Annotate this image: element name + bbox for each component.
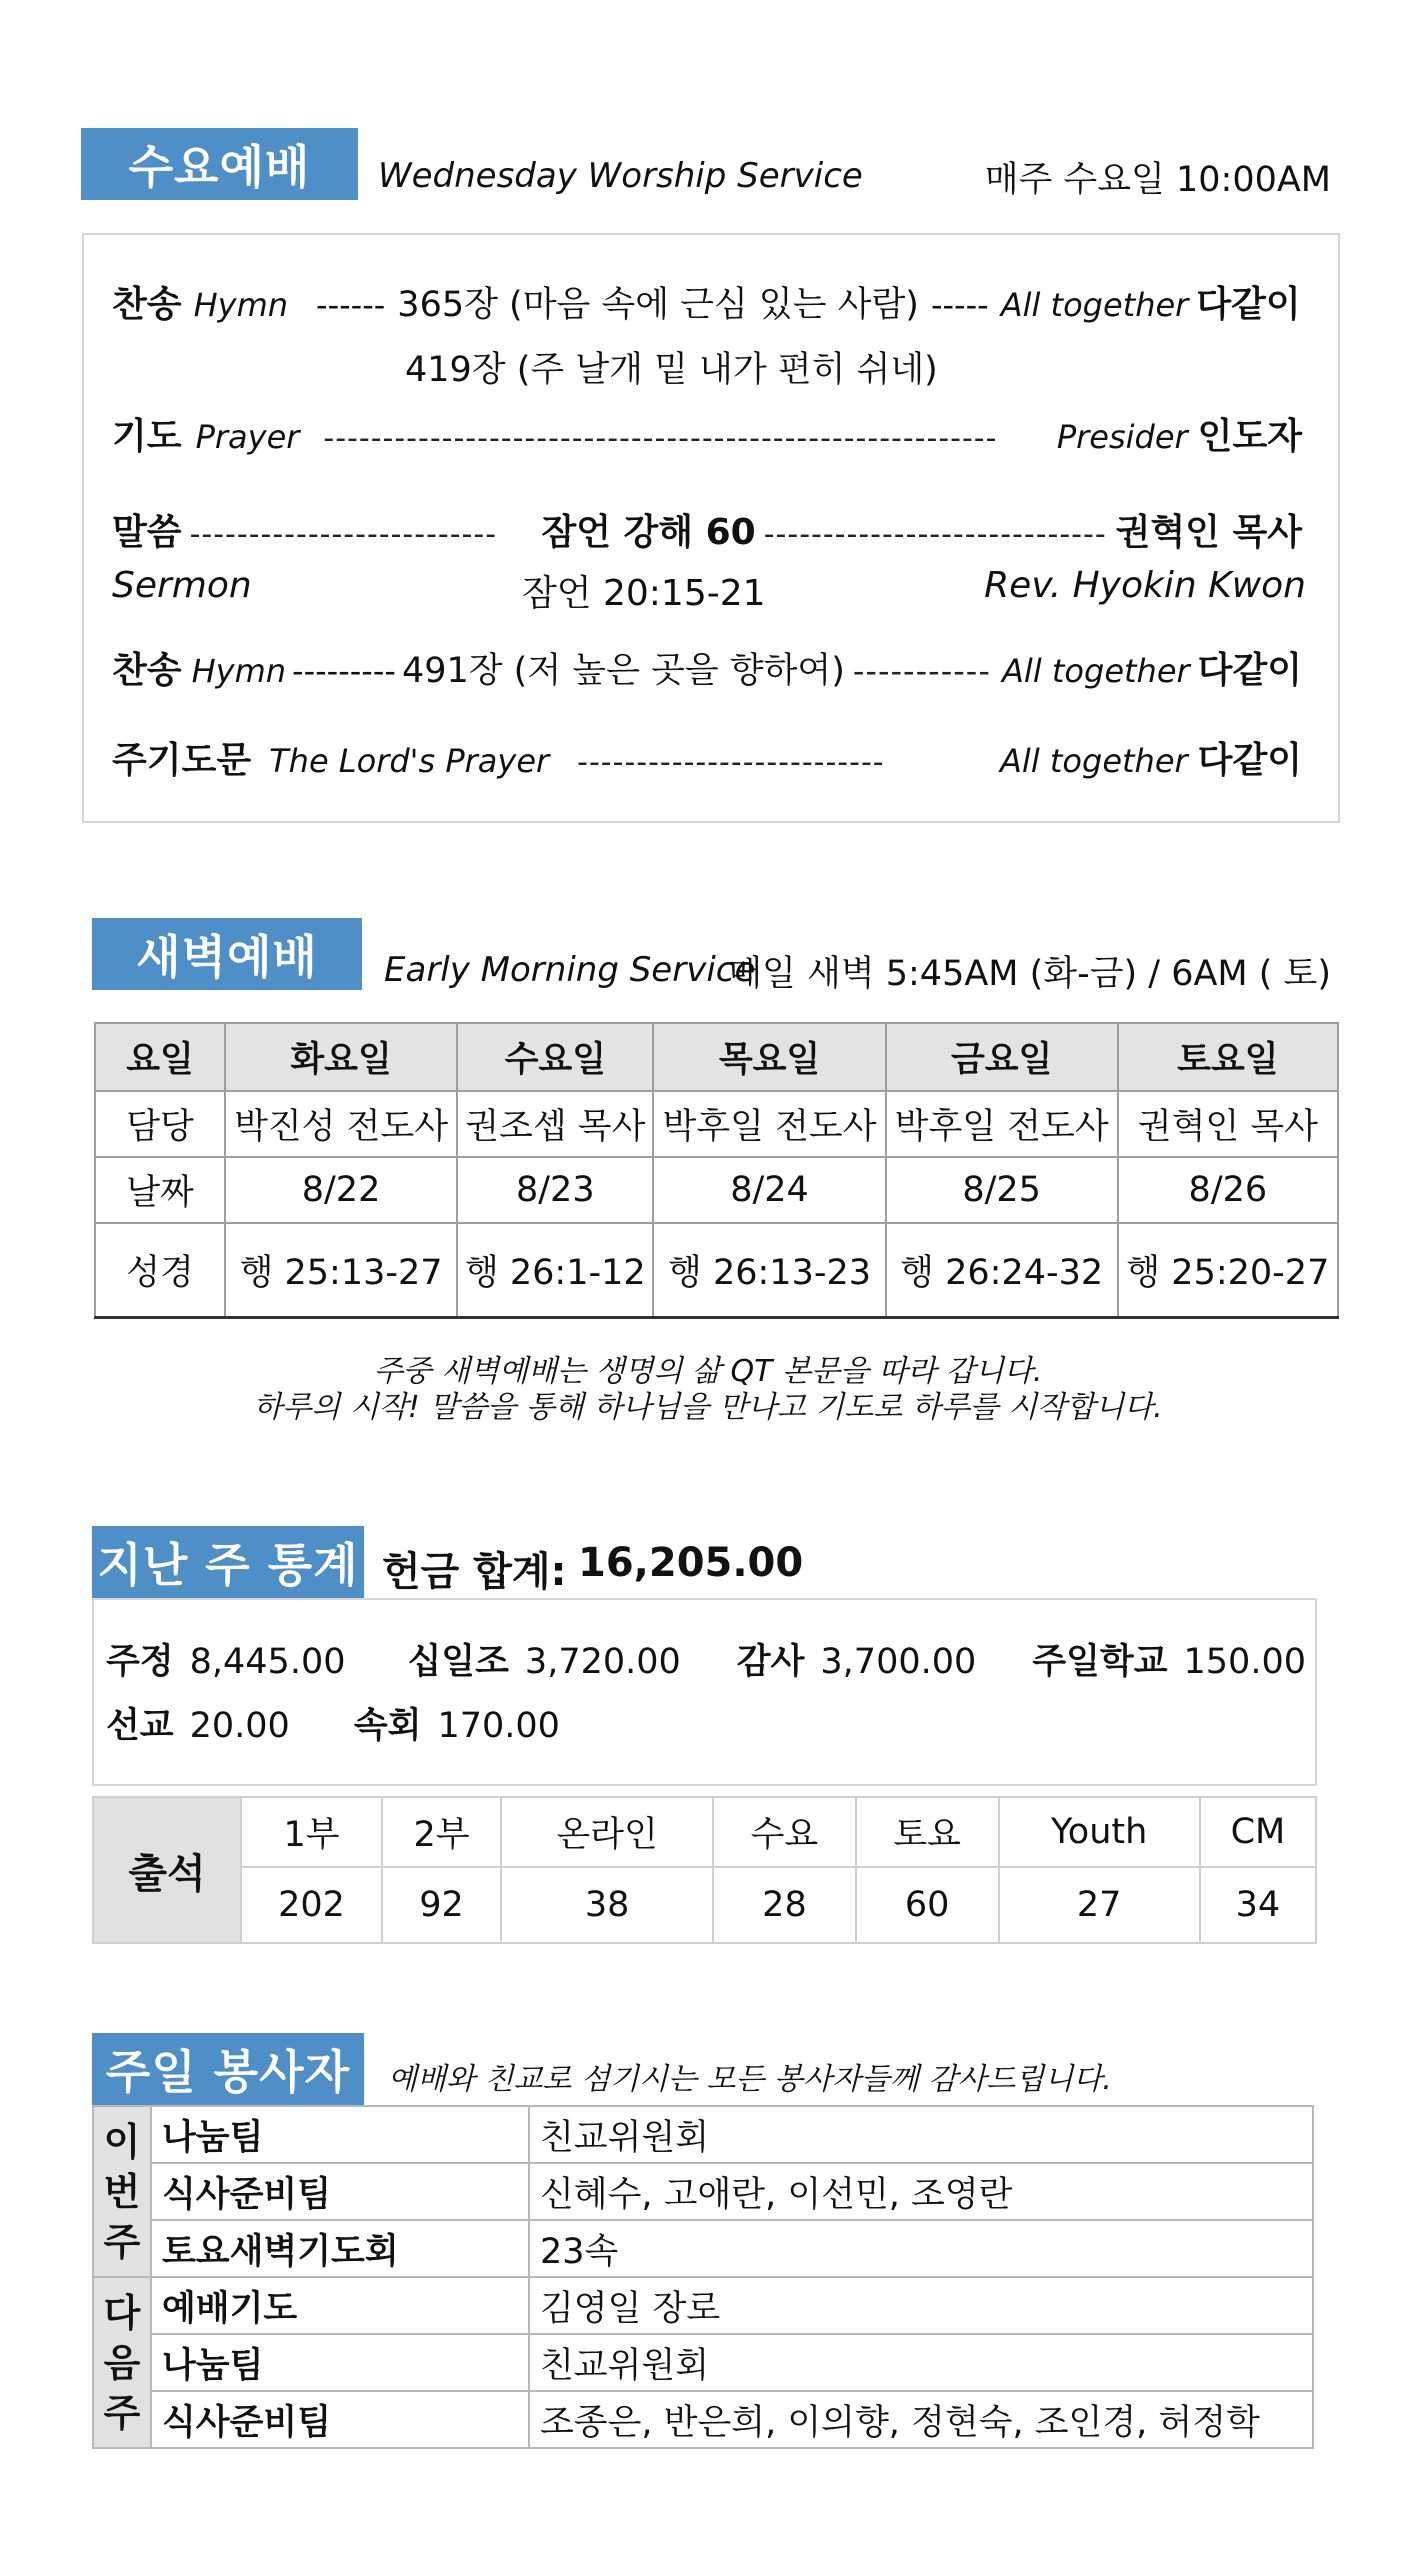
volunteer-row bbox=[93, 2106, 1313, 2163]
hymn1-second: 419장 (주 날개 밑 내가 편히 쉬네) bbox=[405, 350, 938, 390]
morning-cell: 성경 bbox=[95, 1223, 225, 1318]
attendance-label: 출석 bbox=[93, 1797, 241, 1943]
attendance-header-cell: 온라인 bbox=[501, 1797, 713, 1867]
volunteer-team: 예배기도 bbox=[151, 2277, 529, 2334]
this-week-label: 이 번 주 bbox=[93, 2106, 151, 2277]
volunteer-team: 토요새벽기도회 bbox=[151, 2220, 529, 2277]
lords-prayer-role: 다같이 bbox=[1197, 740, 1302, 781]
attendance-values-row bbox=[93, 1867, 1316, 1943]
morning-leaders-row bbox=[95, 1091, 1338, 1157]
volunteer-row bbox=[93, 2391, 1313, 2448]
morning-cell: 행 25:13-27 bbox=[225, 1223, 457, 1318]
offering-label: 십일조 bbox=[407, 1642, 509, 1682]
morning-cell: 8/23 bbox=[457, 1157, 653, 1223]
stats-tag: 지난 주 통계 bbox=[92, 1526, 364, 1598]
sermon-passage: 잠언 20:15-21 bbox=[522, 573, 766, 614]
prayer-row bbox=[112, 408, 1302, 459]
attendance-value-cell: 60 bbox=[856, 1867, 999, 1943]
hymn1-role: 다같이 bbox=[1196, 284, 1301, 325]
hymn2-label: 찬송 bbox=[112, 650, 182, 691]
morning-header-cell: 요일 bbox=[95, 1023, 225, 1091]
prayer-label-en: Prayer bbox=[195, 418, 300, 456]
morning-header-cell: 토요일 bbox=[1118, 1023, 1338, 1091]
morning-tag: 새벽예배 bbox=[92, 918, 362, 990]
morning-header-row bbox=[95, 1023, 1338, 1091]
morning-cell: 박후일 전도사 bbox=[653, 1091, 885, 1157]
attendance-value-cell: 92 bbox=[382, 1867, 501, 1943]
stats-total-value: 16,205.00 bbox=[578, 1540, 804, 1586]
morning-subtitle: Early Morning Service bbox=[384, 950, 756, 990]
attendance-header-cell: Youth bbox=[999, 1797, 1200, 1867]
wednesday-tag: 수요예배 bbox=[81, 128, 358, 200]
stats-offerings-box bbox=[92, 1598, 1317, 1786]
offering-value: 170.00 bbox=[437, 1706, 560, 1746]
morning-cell: 날짜 bbox=[95, 1157, 225, 1223]
morning-schedule: 매일 새벽 5:45AM (화-금) / 6AM ( 토) bbox=[728, 954, 1331, 994]
attendance-value-cell: 34 bbox=[1200, 1867, 1316, 1943]
offering-value: 20.00 bbox=[189, 1706, 290, 1746]
morning-schedule-table bbox=[94, 1022, 1339, 1319]
hymn1-label: 찬송 bbox=[112, 284, 182, 325]
hymn2-dash-b: ----------- bbox=[852, 652, 991, 690]
volunteer-team: 식사준비팀 bbox=[151, 2163, 529, 2220]
next-week-label: 다 음 주 bbox=[93, 2277, 151, 2448]
offering-label: 감사 bbox=[736, 1642, 805, 1682]
volunteer-team: 나눔팀 bbox=[151, 2334, 529, 2391]
attendance-header-cell: 1부 bbox=[241, 1797, 382, 1867]
morning-cell: 박후일 전도사 bbox=[886, 1091, 1118, 1157]
lords-prayer-role-en: All together bbox=[1000, 742, 1188, 780]
volunteer-row bbox=[93, 2334, 1313, 2391]
offering-label: 선교 bbox=[106, 1706, 174, 1746]
wednesday-subtitle: Wednesday Worship Service bbox=[378, 156, 863, 196]
morning-note-2: 하루의 시작! 말씀을 통해 하나님을 만나고 기도로 하루를 시작합니다. bbox=[253, 1390, 1163, 1425]
hymn1-detail: 365장 (마음 속에 근심 있는 사람) bbox=[397, 285, 919, 325]
hymn1-role-en: All together bbox=[1000, 286, 1189, 324]
attendance-header-cell: 토요 bbox=[856, 1797, 999, 1867]
morning-cell: 권조셉 목사 bbox=[457, 1091, 653, 1157]
volunteer-members: 친교위원회 bbox=[529, 2334, 1313, 2391]
morning-cell: 박진성 전도사 bbox=[225, 1091, 457, 1157]
morning-header-cell: 수요일 bbox=[457, 1023, 653, 1091]
prayer-role: 인도자 bbox=[1197, 416, 1302, 457]
offering-label: 주정 bbox=[106, 1642, 174, 1682]
volunteers-subtitle: 예배와 친교로 섬기시는 모든 봉사자들께 감사드립니다. bbox=[388, 2062, 1112, 2097]
morning-cell: 8/24 bbox=[653, 1157, 885, 1223]
sermon-label: 말씀 bbox=[112, 512, 182, 553]
offering-label: 주일학교 bbox=[1032, 1642, 1168, 1682]
morning-cell: 행 26:24-32 bbox=[886, 1223, 1118, 1318]
morning-cell: 담당 bbox=[95, 1091, 225, 1157]
prayer-dash: --------------------------------------------------------- bbox=[323, 421, 998, 456]
morning-scripture-row bbox=[95, 1223, 1338, 1318]
volunteer-team: 식사준비팀 bbox=[151, 2391, 529, 2448]
hymn2-role-en: All together bbox=[1002, 652, 1190, 690]
morning-cell: 8/25 bbox=[886, 1157, 1118, 1223]
volunteer-team: 나눔팀 bbox=[151, 2106, 529, 2163]
morning-cell: 행 25:20-27 bbox=[1118, 1223, 1338, 1318]
hymn1-label-en: Hymn bbox=[193, 286, 289, 324]
morning-header-cell: 목요일 bbox=[653, 1023, 885, 1091]
morning-cell: 행 26:13-23 bbox=[653, 1223, 885, 1318]
offerings-row-2 bbox=[106, 1698, 560, 1748]
offering-value: 8,445.00 bbox=[189, 1642, 346, 1682]
attendance-header-cell: 수요 bbox=[713, 1797, 856, 1867]
morning-dates-row bbox=[95, 1157, 1338, 1223]
morning-cell: 권혁인 목사 bbox=[1118, 1091, 1338, 1157]
lords-prayer-row bbox=[112, 732, 1302, 783]
offering-value: 3,700.00 bbox=[820, 1642, 977, 1682]
morning-header-cell: 화요일 bbox=[225, 1023, 457, 1091]
wednesday-schedule: 매주 수요일 10:00AM bbox=[984, 160, 1331, 200]
volunteer-row bbox=[93, 2220, 1313, 2277]
offerings-row-1 bbox=[106, 1634, 1306, 1684]
attendance-value-cell: 27 bbox=[999, 1867, 1200, 1943]
volunteer-members: 23속 bbox=[529, 2220, 1313, 2277]
sermon-label-en: Sermon bbox=[112, 565, 252, 606]
morning-cell: 8/22 bbox=[225, 1157, 457, 1223]
volunteer-row bbox=[93, 2277, 1313, 2334]
volunteer-members: 조종은, 반은희, 이의향, 정현숙, 조인경, 허정학 bbox=[529, 2391, 1313, 2448]
attendance-value-cell: 38 bbox=[501, 1867, 713, 1943]
hymn1-row bbox=[112, 276, 1302, 327]
hymn2-row bbox=[112, 642, 1302, 693]
volunteers-table bbox=[92, 2105, 1314, 2449]
prayer-label: 기도 bbox=[112, 416, 182, 457]
sermon-row bbox=[112, 504, 1302, 555]
attendance-value-cell: 28 bbox=[713, 1867, 856, 1943]
sermon-title: 잠언 강해 60 bbox=[541, 512, 756, 553]
hymn2-dash-a: --------- bbox=[292, 652, 396, 690]
morning-cell: 8/26 bbox=[1118, 1157, 1338, 1223]
offering-value: 3,720.00 bbox=[524, 1642, 681, 1682]
attendance-header-cell: CM bbox=[1200, 1797, 1316, 1867]
attendance-value-cell: 202 bbox=[241, 1867, 382, 1943]
morning-header-cell: 금요일 bbox=[886, 1023, 1118, 1091]
hymn2-detail: 491장 (저 높은 곳을 향하여) bbox=[401, 651, 845, 691]
offering-label: 속회 bbox=[353, 1706, 422, 1746]
attendance-header-row bbox=[93, 1797, 1316, 1867]
volunteer-members: 친교위원회 bbox=[529, 2106, 1313, 2163]
hymn1-dash-b: ----- bbox=[930, 286, 989, 324]
volunteer-members: 김영일 장로 bbox=[529, 2277, 1313, 2334]
lords-prayer-label: 주기도문 bbox=[112, 740, 252, 781]
hymn1-dash-a: ------ bbox=[316, 286, 386, 324]
volunteers-tag: 주일 봉사자 bbox=[92, 2033, 364, 2105]
volunteer-members: 신혜수, 고애란, 이선민, 조영란 bbox=[529, 2163, 1313, 2220]
sermon-dash-a: -------------------------- bbox=[189, 517, 498, 552]
sermon-dash-b: ----------------------------- bbox=[763, 517, 1107, 552]
lords-prayer-label-en: The Lord's Prayer bbox=[269, 742, 550, 780]
stats-total-label: 헌금 합계: bbox=[382, 1549, 567, 1595]
attendance-header-cell: 2부 bbox=[382, 1797, 501, 1867]
lords-prayer-dash: -------------------------- bbox=[577, 745, 885, 780]
hymn2-role: 다같이 bbox=[1197, 650, 1302, 691]
morning-note-1: 주중 새벽예배는 생명의 삶 QT 본문을 따라 갑니다. bbox=[373, 1354, 1043, 1389]
sermon-preacher: 권혁인 목사 bbox=[1115, 512, 1303, 553]
sermon-preacher-en: Rev. Hyokin Kwon bbox=[984, 565, 1306, 606]
prayer-role-en: Presider bbox=[1056, 418, 1188, 456]
hymn2-label-en: Hymn bbox=[191, 652, 287, 690]
offering-value: 150.00 bbox=[1183, 1642, 1306, 1682]
morning-cell: 행 26:1-12 bbox=[457, 1223, 653, 1318]
volunteer-row bbox=[93, 2163, 1313, 2220]
attendance-table bbox=[92, 1796, 1317, 1944]
